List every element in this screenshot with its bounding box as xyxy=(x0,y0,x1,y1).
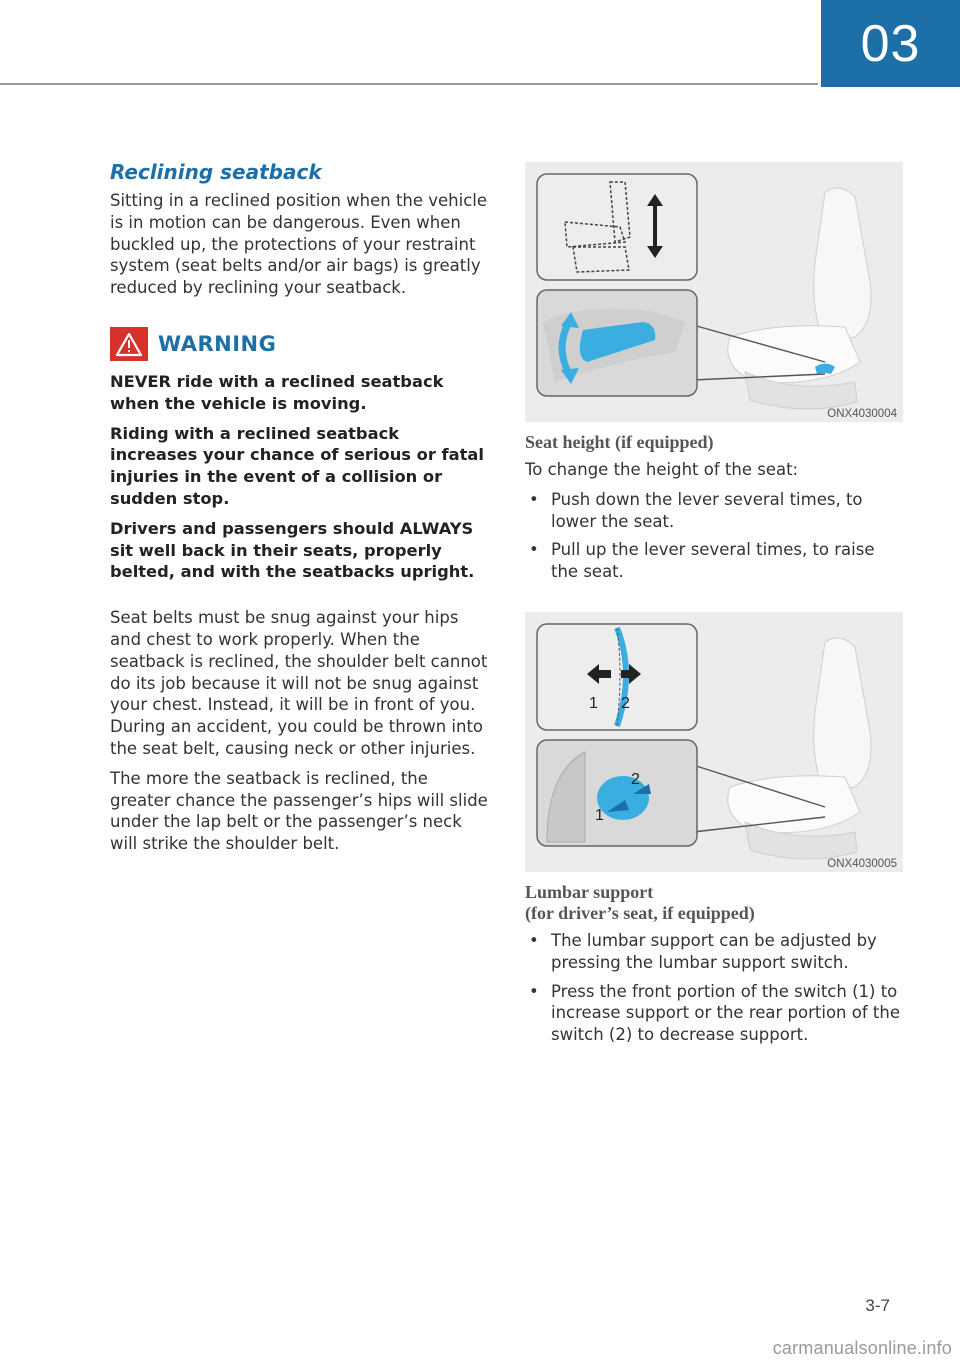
seat-height-list xyxy=(525,489,903,583)
right-column xyxy=(525,162,903,1053)
lumbar-support-figure xyxy=(525,612,903,872)
warning-text-1: NEVER ride with a reclined seatback when the vehicle is moving. xyxy=(110,371,444,413)
left-column xyxy=(110,160,492,863)
section-heading-reclining: Reclining seatback xyxy=(110,160,322,184)
warning-icon xyxy=(110,327,148,361)
warning-title: WARNING xyxy=(158,331,277,356)
seat-height-illustration xyxy=(525,162,903,422)
figure-callout-2: 2 xyxy=(631,770,640,788)
lumbar-heading-line1: Lumbar support xyxy=(525,881,654,902)
figure-callout-1: 1 xyxy=(595,806,604,824)
lumbar-heading-line2: (for driver’s seat, if equipped) xyxy=(525,902,755,923)
seat-belt-paragraph: Seat belts must be snug against your hips and chest to work properly. When the seatback is reclined, the shoulder belt cannot do its job because it will not be snug against your chest. Instead, it will be in front of you. During an accident, you could be thrown into the seat belt, causing neck or other injuries. xyxy=(110,608,488,758)
seat-height-figure xyxy=(525,162,903,422)
header-rule xyxy=(0,83,818,85)
list-item: • Pull up the lever several times, to raise the seat. xyxy=(525,539,903,583)
list-item: • Push down the lever several times, to lower the seat. xyxy=(525,489,903,533)
watermark: carmanualsonline.info xyxy=(772,1338,952,1358)
figure-code-2: ONX4030005 xyxy=(827,857,897,870)
chapter-number: 03 xyxy=(821,0,960,87)
warning-text-3: Drivers and passengers should ALWAYS sit well back in their seats, properly belted, and with the seatbacks upright. xyxy=(110,518,475,582)
lumbar-support-illustration xyxy=(525,612,903,872)
warning-text-2: Riding with a reclined seatback increases your chance of serious or fatal injuries in the event of a collision or sudden stop. xyxy=(110,423,484,508)
list-item: • Press the front portion of the switch (1) to increase support or the rear portion of the switch (2) to decrease support. xyxy=(525,981,903,1046)
warning-header xyxy=(110,327,492,361)
list-item: • The lumbar support can be adjusted by pressing the lumbar support switch. xyxy=(525,930,903,974)
lumbar-heading xyxy=(525,882,903,924)
figure-callout-2: 2 xyxy=(621,694,630,712)
seat-height-intro: To change the height of the seat: xyxy=(525,460,799,479)
lumbar-list xyxy=(525,930,903,1046)
page-number: 3-7 xyxy=(865,1296,890,1315)
seat-height-heading: Seat height (if equipped) xyxy=(525,432,714,452)
figure-code-1: ONX4030004 xyxy=(827,408,897,420)
figure-callout-1: 1 xyxy=(589,694,598,712)
recline-risk-paragraph: The more the seatback is reclined, the greater chance the passenger’s hips will slide under the lap belt or the passenger’s neck will strike the shoulder belt. xyxy=(110,768,488,854)
reclining-intro: Sitting in a reclined position when the vehicle is in motion can be dangerous. Even when buckled up, the protections of your restraint system (seat belts and/or air bags) is greatly reduced by reclining your seatback. xyxy=(110,191,488,298)
